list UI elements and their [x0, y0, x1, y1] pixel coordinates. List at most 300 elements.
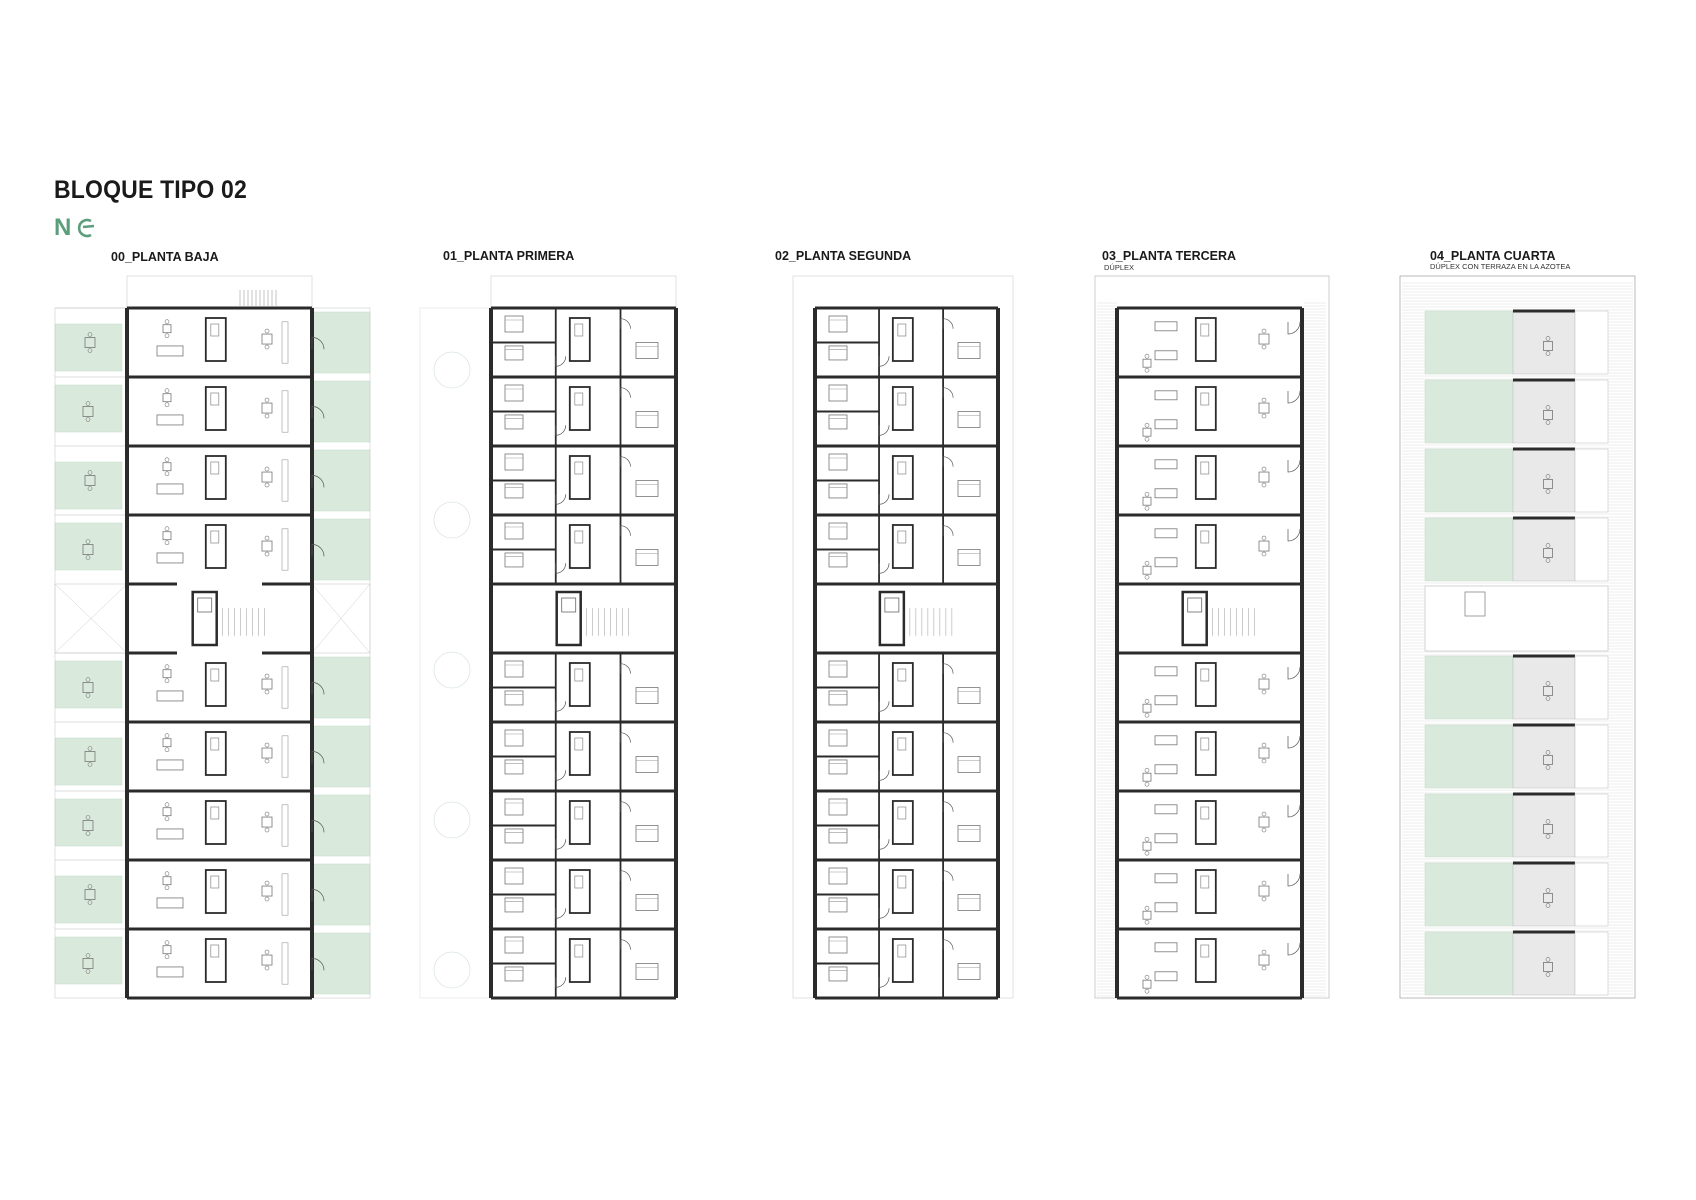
toilet-icon	[898, 876, 906, 888]
table-icon	[1259, 334, 1269, 344]
toilet-icon	[575, 945, 583, 957]
chair-icon	[165, 472, 169, 476]
sofa-icon	[157, 898, 183, 908]
elevator-core	[557, 592, 581, 645]
chair-icon	[265, 881, 269, 885]
chair-icon	[265, 345, 269, 349]
sofa-icon	[1155, 874, 1177, 883]
bed-icon	[505, 316, 523, 332]
table-icon	[1259, 748, 1269, 758]
bathroom	[570, 663, 590, 706]
toilet-icon	[211, 807, 219, 819]
bed-icon	[829, 484, 847, 498]
toilet-icon	[211, 462, 219, 474]
bed-icon	[505, 967, 523, 981]
plan-sublabel-4: DÚPLEX CON TERRAZA EN LA AZOTEA	[1430, 262, 1571, 271]
sofa-icon	[157, 691, 183, 701]
sofa-icon	[1155, 696, 1177, 705]
bed-icon	[829, 760, 847, 774]
roof-edge	[491, 276, 676, 308]
bed-icon	[958, 412, 980, 428]
door-icon	[879, 770, 889, 780]
chair-icon	[1145, 492, 1149, 496]
elevator-icon	[1188, 598, 1202, 612]
bed-icon	[829, 523, 847, 539]
door-icon	[879, 908, 889, 918]
table-icon	[1259, 817, 1269, 827]
garden-right	[312, 933, 370, 994]
table-icon	[1143, 497, 1151, 505]
bathroom	[1196, 456, 1216, 499]
door-icon	[621, 319, 631, 329]
bed-icon	[829, 967, 847, 981]
sofa-icon	[157, 346, 183, 356]
green-roof	[1425, 449, 1513, 512]
sofa-icon	[1155, 834, 1177, 843]
bathroom	[206, 939, 226, 982]
bathroom	[206, 663, 226, 706]
elevator-core	[193, 592, 217, 645]
plan-planta-cuarta	[1400, 276, 1635, 998]
bathroom	[570, 939, 590, 982]
bathroom	[1196, 732, 1216, 775]
chair-icon	[1262, 690, 1266, 694]
terrace	[1513, 932, 1575, 995]
bathroom	[893, 387, 913, 430]
door-icon	[1288, 460, 1300, 472]
chair-icon	[1262, 950, 1266, 954]
chair-icon	[1262, 759, 1266, 763]
sofa-icon	[1155, 972, 1177, 981]
toilet-icon	[1201, 531, 1209, 543]
bathroom	[893, 663, 913, 706]
plan-label-3: 03_PLANTA TERCERA	[1102, 249, 1237, 263]
toilet-icon	[898, 462, 906, 474]
sofa-icon	[1155, 667, 1177, 676]
bed-icon	[505, 454, 523, 470]
kitchen-counter	[282, 667, 288, 708]
table-icon	[1143, 773, 1151, 781]
chair-icon	[1145, 920, 1149, 924]
bathroom	[570, 801, 590, 844]
garden-right	[312, 519, 370, 580]
plan-label-2: 02_PLANTA SEGUNDA	[775, 249, 912, 263]
door-icon	[556, 425, 566, 435]
bed-icon	[505, 484, 523, 498]
table-icon	[262, 748, 272, 758]
chair-icon	[265, 828, 269, 832]
terrace	[1513, 449, 1575, 512]
bed-icon	[829, 937, 847, 953]
bathroom	[1196, 870, 1216, 913]
table-icon	[163, 532, 171, 540]
sofa-icon	[157, 829, 183, 839]
door-icon	[943, 871, 953, 881]
sofa-icon	[1155, 322, 1177, 331]
sofa-icon	[1155, 736, 1177, 745]
green-roof	[1425, 932, 1513, 995]
chair-icon	[1262, 828, 1266, 832]
door-icon	[879, 494, 889, 504]
chair-icon	[265, 536, 269, 540]
chair-icon	[165, 955, 169, 959]
roof-strip	[1575, 725, 1608, 788]
chair-icon	[265, 552, 269, 556]
chair-icon	[265, 674, 269, 678]
sofa-icon	[1155, 420, 1177, 429]
table-icon	[1259, 403, 1269, 413]
tree-icon	[434, 802, 470, 838]
table-icon	[1259, 541, 1269, 551]
kitchen-counter	[282, 805, 288, 846]
bed-icon	[829, 829, 847, 843]
bathroom	[1196, 387, 1216, 430]
toilet-icon	[575, 531, 583, 543]
bed-icon	[636, 412, 658, 428]
bathroom	[570, 387, 590, 430]
sofa-icon	[1155, 943, 1177, 952]
door-icon	[556, 356, 566, 366]
bathroom	[893, 318, 913, 361]
bed-icon	[505, 691, 523, 705]
terrace	[1513, 656, 1575, 719]
kitchen-counter	[282, 460, 288, 501]
toilet-icon	[211, 738, 219, 750]
bathroom	[1196, 801, 1216, 844]
bed-icon	[958, 688, 980, 704]
garden-left	[55, 937, 122, 984]
bed-icon	[505, 415, 523, 429]
door-icon	[621, 664, 631, 674]
elevator-icon	[885, 598, 899, 612]
toilet-icon	[1201, 324, 1209, 336]
bathroom	[206, 387, 226, 430]
chair-icon	[165, 334, 169, 338]
toilet-icon	[575, 462, 583, 474]
chair-icon	[165, 403, 169, 407]
bed-icon	[829, 868, 847, 884]
door-icon	[556, 908, 566, 918]
bathroom	[1196, 939, 1216, 982]
bed-icon	[958, 895, 980, 911]
bathroom	[206, 318, 226, 361]
bed-icon	[636, 826, 658, 842]
tree-icon	[434, 652, 470, 688]
bed-icon	[958, 964, 980, 980]
roof-edge	[127, 276, 312, 308]
table-icon	[1259, 955, 1269, 965]
bed-icon	[505, 898, 523, 912]
bathroom	[893, 525, 913, 568]
door-icon	[943, 664, 953, 674]
table-icon	[262, 679, 272, 689]
table-icon	[163, 463, 171, 471]
bed-icon	[829, 385, 847, 401]
bathroom	[893, 870, 913, 913]
chair-icon	[1262, 881, 1266, 885]
chair-icon	[1145, 368, 1149, 372]
bathroom	[206, 732, 226, 775]
toilet-icon	[1201, 462, 1209, 474]
table-icon	[1143, 842, 1151, 850]
sofa-icon	[1155, 529, 1177, 538]
door-icon	[879, 839, 889, 849]
table-icon	[1143, 428, 1151, 436]
terrace	[1513, 725, 1575, 788]
garden-right	[312, 726, 370, 787]
bed-icon	[829, 730, 847, 746]
sofa-icon	[1155, 765, 1177, 774]
sofa-icon	[1155, 391, 1177, 400]
table-icon	[1143, 911, 1151, 919]
sofa-icon	[1155, 489, 1177, 498]
chair-icon	[165, 734, 169, 738]
bathroom	[570, 456, 590, 499]
chair-icon	[1262, 966, 1266, 970]
kitchen-counter	[282, 736, 288, 777]
table-icon	[163, 808, 171, 816]
bed-icon	[958, 757, 980, 773]
door-icon	[556, 770, 566, 780]
roof-strip	[1575, 311, 1608, 374]
bathroom	[206, 525, 226, 568]
table-icon	[1143, 359, 1151, 367]
toilet-icon	[898, 324, 906, 336]
terrace	[1513, 863, 1575, 926]
door-icon	[556, 701, 566, 711]
bed-icon	[505, 868, 523, 884]
bed-icon	[958, 826, 980, 842]
toilet-icon	[575, 669, 583, 681]
kitchen-counter	[282, 391, 288, 432]
garden-right	[312, 450, 370, 511]
door-icon	[621, 940, 631, 950]
sofa-icon	[157, 484, 183, 494]
chair-icon	[265, 467, 269, 471]
bed-icon	[829, 799, 847, 815]
bed-icon	[829, 346, 847, 360]
elevator-icon	[562, 598, 576, 612]
bed-icon	[636, 550, 658, 566]
toilet-icon	[1201, 738, 1209, 750]
chair-icon	[265, 966, 269, 970]
kitchen-counter	[282, 529, 288, 570]
toilet-icon	[211, 324, 219, 336]
bathroom	[893, 939, 913, 982]
chair-icon	[1145, 699, 1149, 703]
door-icon	[879, 701, 889, 711]
door-icon	[1288, 529, 1300, 541]
table-icon	[262, 817, 272, 827]
bed-icon	[958, 550, 980, 566]
chair-icon	[265, 483, 269, 487]
toilet-icon	[211, 876, 219, 888]
plan-planta-primera	[420, 276, 676, 998]
terrace	[1513, 518, 1575, 581]
door-icon	[943, 319, 953, 329]
bed-icon	[958, 481, 980, 497]
kitchen-counter	[282, 322, 288, 363]
green-roof	[1425, 863, 1513, 926]
door-icon	[1288, 805, 1300, 817]
chair-icon	[165, 541, 169, 545]
table-icon	[163, 670, 171, 678]
bathroom	[206, 870, 226, 913]
terrace	[1513, 794, 1575, 857]
door-icon	[943, 802, 953, 812]
chair-icon	[265, 759, 269, 763]
chair-icon	[1145, 837, 1149, 841]
bed-icon	[636, 481, 658, 497]
table-icon	[262, 472, 272, 482]
door-icon	[556, 839, 566, 849]
bathroom	[1196, 525, 1216, 568]
plan-label-4: 04_PLANTA CUARTA	[1430, 249, 1556, 263]
garden-right	[312, 795, 370, 856]
toilet-icon	[575, 324, 583, 336]
toilet-icon	[575, 807, 583, 819]
bathroom	[1196, 318, 1216, 361]
tree-icon	[434, 952, 470, 988]
bathroom	[570, 318, 590, 361]
bed-icon	[505, 829, 523, 843]
elevator-icon	[198, 598, 212, 612]
toilet-icon	[575, 738, 583, 750]
door-icon	[943, 940, 953, 950]
toilet-icon	[898, 945, 906, 957]
garden-left	[55, 523, 122, 570]
chair-icon	[1262, 414, 1266, 418]
tree-icon	[434, 502, 470, 538]
toilet-icon	[898, 738, 906, 750]
table-icon	[163, 946, 171, 954]
chair-icon	[265, 329, 269, 333]
chair-icon	[1145, 506, 1149, 510]
roof-strip	[1575, 656, 1608, 719]
elevator-core	[880, 592, 904, 645]
bed-icon	[505, 385, 523, 401]
table-icon	[262, 403, 272, 413]
garden-right	[312, 864, 370, 925]
door-icon	[879, 425, 889, 435]
chair-icon	[1145, 782, 1149, 786]
bathroom	[1196, 663, 1216, 706]
kitchen-counter	[282, 874, 288, 915]
garden-left	[55, 661, 122, 708]
door-icon	[1288, 322, 1300, 334]
chair-icon	[165, 320, 169, 324]
chair-icon	[1145, 768, 1149, 772]
chair-icon	[1262, 536, 1266, 540]
green-roof	[1425, 311, 1513, 374]
table-icon	[163, 739, 171, 747]
bed-icon	[829, 553, 847, 567]
chair-icon	[165, 527, 169, 531]
door-icon	[621, 388, 631, 398]
chair-icon	[165, 458, 169, 462]
door-icon	[943, 457, 953, 467]
toilet-icon	[1201, 876, 1209, 888]
toilet-icon	[211, 531, 219, 543]
terrace	[1513, 311, 1575, 374]
door-icon	[879, 356, 889, 366]
garden-right	[312, 381, 370, 442]
bed-icon	[505, 523, 523, 539]
door-icon	[943, 526, 953, 536]
bed-icon	[636, 757, 658, 773]
table-icon	[163, 877, 171, 885]
bed-icon	[958, 343, 980, 359]
chair-icon	[265, 897, 269, 901]
chair-icon	[1262, 467, 1266, 471]
door-icon	[621, 802, 631, 812]
bathroom	[893, 801, 913, 844]
plan-label-1: 01_PLANTA PRIMERA	[443, 249, 575, 263]
green-roof	[1425, 380, 1513, 443]
roof-strip	[1575, 932, 1608, 995]
chair-icon	[1262, 398, 1266, 402]
chair-icon	[165, 886, 169, 890]
bed-icon	[505, 799, 523, 815]
bathroom	[570, 525, 590, 568]
sofa-icon	[1155, 351, 1177, 360]
bed-icon	[505, 346, 523, 360]
door-icon	[879, 977, 889, 987]
roof-core	[1425, 586, 1608, 651]
table-icon	[1143, 980, 1151, 988]
table-icon	[1143, 704, 1151, 712]
bed-icon	[829, 415, 847, 429]
bathroom	[893, 456, 913, 499]
bed-icon	[829, 661, 847, 677]
chair-icon	[1262, 345, 1266, 349]
door-icon	[943, 733, 953, 743]
sofa-icon	[1155, 805, 1177, 814]
plan-label-0: 00_PLANTA BAJA	[111, 250, 219, 264]
elevator-core	[1183, 592, 1207, 645]
door-icon	[1288, 943, 1300, 955]
plan-planta-segunda	[793, 276, 1013, 998]
door-icon	[556, 563, 566, 573]
door-icon	[621, 871, 631, 881]
table-icon	[262, 955, 272, 965]
chair-icon	[165, 748, 169, 752]
sofa-icon	[157, 553, 183, 563]
bathroom	[206, 801, 226, 844]
bed-icon	[505, 937, 523, 953]
table-icon	[1259, 679, 1269, 689]
chair-icon	[265, 743, 269, 747]
chair-icon	[265, 414, 269, 418]
bed-icon	[636, 964, 658, 980]
chair-icon	[265, 950, 269, 954]
door-icon	[943, 388, 953, 398]
toilet-icon	[898, 669, 906, 681]
garden-right	[312, 312, 370, 373]
toilet-icon	[211, 393, 219, 405]
toilet-icon	[1201, 669, 1209, 681]
green-roof	[1425, 518, 1513, 581]
site-outline	[1095, 276, 1329, 998]
toilet-icon	[1201, 807, 1209, 819]
plan-planta-tercera	[1095, 276, 1329, 998]
chair-icon	[1145, 713, 1149, 717]
bed-icon	[829, 898, 847, 912]
toilet-icon	[575, 393, 583, 405]
door-icon	[1288, 736, 1300, 748]
chair-icon	[265, 690, 269, 694]
toilet-icon	[575, 876, 583, 888]
